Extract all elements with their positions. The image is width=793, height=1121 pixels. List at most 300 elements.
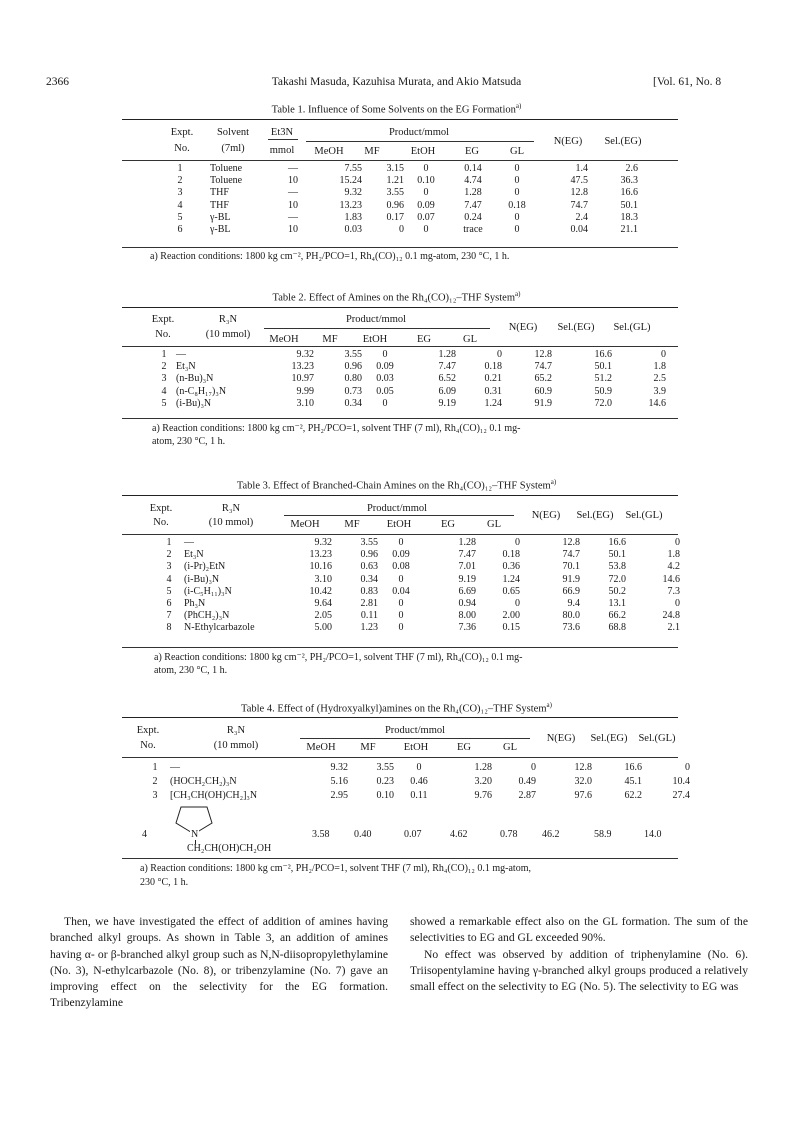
table2-cell-no: 5: [161, 397, 167, 409]
table1-caption: [0, 102, 793, 116]
table3-cell-mf: 3.55: [360, 537, 378, 548]
table1-et3n-rule: [268, 139, 298, 140]
table2-cell-mf: 0.80: [344, 373, 362, 385]
table1-cell-meoh: 1.83: [344, 211, 362, 223]
table1-cell-neg: 47.5: [570, 175, 588, 187]
table2-cell-mf: 3.55: [344, 349, 362, 360]
table3-cell-seleg: 13.1: [608, 598, 626, 610]
table4-caption: [0, 701, 793, 715]
table4-row4-value: 58.9: [594, 829, 612, 840]
table4-cell-selgl: 0: [685, 762, 690, 773]
running-header-authors: Takashi Masuda, Kazuhisa Murata, and Akio Matsuda: [271, 76, 522, 88]
table1-header-rule: [122, 160, 678, 161]
table3-cell-mf: 0.63: [360, 561, 378, 573]
table2-cell-r3n: (i-Bu)₃N: [176, 397, 212, 409]
table3-row: [154, 598, 680, 610]
table3-cell-no: 8: [166, 622, 172, 634]
table1-cell-neg: 74.7: [570, 199, 588, 211]
table2-caption: [0, 290, 793, 304]
table1-body: [150, 163, 638, 236]
table3-footnote-2: atom, 230 °C, 1 h.: [154, 665, 228, 676]
table3-cell-gl: 0.65: [502, 585, 520, 597]
table3-h-neg: N(EG): [531, 510, 561, 521]
table1-cell-meoh: 7.55: [344, 163, 362, 174]
table2-row: [152, 361, 666, 373]
table2-row: [152, 349, 666, 361]
table1-h-product: Product/mmol: [388, 127, 450, 138]
table3-cell-mf: 1.23: [360, 622, 378, 634]
table3-row: [154, 586, 680, 598]
table3-cell-no: 2: [166, 549, 172, 561]
table1-cell-neg: 2.4: [575, 211, 588, 223]
table1-cell-et3n: 10: [288, 175, 298, 187]
table3-cell-no: 3: [166, 561, 172, 573]
table3-cell-neg: 73.6: [562, 622, 580, 634]
table2-h-neg: N(EG): [508, 322, 538, 333]
table1-cell-etoh: 0.09: [417, 199, 435, 211]
table1-cell-etoh: 0: [423, 187, 429, 199]
table1-cell-solvent: Toluene: [210, 163, 243, 174]
table4-top-rule: [122, 717, 678, 718]
table4-cell-neg: 32.0: [574, 776, 592, 787]
table1-h-expt: Expt.: [170, 127, 194, 138]
table4-cell-seleg: 45.1: [624, 776, 642, 787]
table1-row: [150, 212, 638, 224]
table1-h-gl: GL: [510, 146, 524, 157]
table2-row: [152, 398, 666, 410]
table2-cell-seleg: 50.9: [594, 385, 612, 397]
table2-cell-meoh: 10.97: [291, 373, 314, 385]
table1-h-mf: MF: [364, 146, 380, 157]
table3-cell-neg: 74.7: [562, 549, 580, 561]
table2-cell-selgl: 3.9: [653, 385, 666, 397]
table2-h-r3n-unit: (10 mmol): [205, 329, 251, 340]
table4-h-meoh: MeOH: [306, 742, 336, 753]
table3-cell-etoh: 0.08: [392, 561, 410, 573]
table2-cell-mf: 0.96: [344, 361, 362, 373]
table1-row: [150, 224, 638, 236]
table4-h-r3n: R₃N: [226, 725, 246, 736]
table4-cell-r3n: —: [170, 762, 180, 773]
table1-cell-no: 5: [177, 211, 183, 223]
table2-h-eg: EG: [417, 334, 431, 345]
table1-cell-eg: 4.74: [464, 175, 482, 187]
table3-h-r3n-unit: (10 mmol): [208, 517, 254, 528]
table3-cell-neg: 9.4: [567, 598, 580, 610]
table1-row: [150, 163, 638, 175]
table3-cell-mf: 0.96: [360, 549, 378, 561]
table3-row: [154, 622, 680, 634]
table3-cell-seleg: 50.2: [608, 585, 626, 597]
table1-caption-text: Table 1. Influence of Some Solvents on the EG Formation: [271, 104, 516, 116]
table2-cell-eg: 9.19: [438, 397, 456, 409]
table3-h-expt: Expt.: [149, 503, 173, 514]
table2-cell-meoh: 9.32: [296, 349, 314, 360]
table2-cell-selgl: 14.6: [648, 397, 666, 409]
table3-cell-meoh: 5.00: [314, 622, 332, 634]
table2-row: [152, 386, 666, 398]
table1-footnote: a) Reaction conditions: 1800 kg cm⁻², PH₂/PCO=1, Rh₄(CO)₁₂ 0.1 mg-atom, 230 °C, 1 h.: [150, 251, 510, 262]
table4-caption-note: a): [546, 701, 552, 709]
table3-product-rule: [284, 515, 514, 516]
table1-h-seleg: Sel.(EG): [604, 136, 642, 147]
table1-cell-seleg: 18.3: [620, 211, 638, 223]
table3-cell-no: 6: [166, 598, 172, 610]
table1-cell-mf: 3.55: [386, 187, 404, 199]
table4-cell-no: 3: [152, 790, 158, 801]
table3-caption: [0, 478, 793, 492]
table1-product-rule: [306, 141, 534, 142]
table3-cell-seleg: 53.8: [608, 561, 626, 573]
table4-h-eg: EG: [457, 742, 471, 753]
table2-cell-r3n: (n-C₈H₁₇)₃N: [176, 385, 227, 397]
table4-cell-selgl: 27.4: [672, 790, 690, 801]
table2-header-rule: [122, 346, 678, 347]
table3-cell-seleg: 72.0: [608, 573, 626, 585]
table1-cell-mf: 1.21: [386, 175, 404, 187]
table2-cell-meoh: 3.10: [296, 397, 314, 409]
table2-h-etoh: EtOH: [362, 334, 388, 345]
table2-h-mf: MF: [322, 334, 338, 345]
table3-cell-selgl: 7.3: [667, 585, 680, 597]
table1-cell-etoh: 0: [423, 224, 429, 236]
table3-row: [154, 549, 680, 561]
table2-cell-mf: 0.73: [344, 385, 362, 397]
table4-h-etoh: EtOH: [403, 742, 429, 753]
table1-h-etoh: EtOH: [410, 146, 436, 157]
table4-h-r3n-unit: (10 mmol): [213, 740, 259, 751]
body-left-paragraph: Then, we have investigated the effect of addition of amines having branched alkyl groups. As shown in Table 3, an addition of amines having α- or β-branched alkyl group such as N,N-diisopropylethylamine (No. 3), N-ethylcarbazole (No. 8), or tribenzylamine (No. 7) gave an improving effect on the selectivity for the EG formation. Tribenzylamine: [50, 915, 388, 1010]
table3-cell-etoh: 0.04: [392, 585, 410, 597]
table3-cell-seleg: 16.6: [608, 537, 626, 548]
table2-cell-seleg: 51.2: [594, 373, 612, 385]
table1-cell-et3n: 10: [288, 224, 298, 236]
table3-row: [154, 610, 680, 622]
table3-cell-selgl: 0: [675, 598, 680, 610]
table3-caption-note: a): [550, 478, 557, 486]
table2-h-meoh: MeOH: [269, 334, 299, 345]
table3-cell-eg: 1.28: [458, 537, 476, 548]
table3-cell-r3n: (i-Pr)₂EtN: [184, 561, 226, 573]
table1-h-eg: EG: [465, 146, 479, 157]
table1-cell-seleg: 36.3: [620, 175, 638, 187]
table1-cell-etoh: 0: [423, 163, 429, 174]
table3-footnote-1: a) Reaction conditions: 1800 kg cm⁻², PH₂/PCO=1, solvent THF (7 ml), Rh₄(CO)₁₂ 0.1 mg-: [154, 652, 523, 663]
table4-h-gl: GL: [503, 742, 517, 753]
table4-row: [140, 789, 690, 803]
table1-cell-seleg: 50.1: [620, 199, 638, 211]
table3-cell-selgl: 4.2: [667, 561, 680, 573]
table4-row4-value: 0.78: [500, 829, 518, 840]
table2-h-r3n: R₃N: [218, 314, 238, 325]
table4-row4-no: 4: [142, 829, 147, 840]
table4-cell-eg: 9.76: [474, 790, 492, 801]
table2-cell-meoh: 9.99: [296, 385, 314, 397]
table2-cell-mf: 0.34: [344, 397, 362, 409]
table4-h-product: Product/mmol: [384, 725, 446, 736]
table2-cell-r3n: (n-Bu)₃N: [176, 373, 214, 385]
table2-cell-no: 2: [161, 361, 167, 373]
table3-cell-gl: 1.24: [502, 573, 520, 585]
table1-cell-et3n: —: [288, 187, 298, 199]
table1-cell-eg: trace: [463, 224, 483, 236]
table3-cell-mf: 0.11: [360, 610, 378, 622]
table4-cell-no: 2: [152, 776, 158, 787]
table3-cell-r3n: Et₃N: [184, 549, 204, 561]
table4-row4-value: 0.07: [404, 829, 422, 840]
table4-footnote-1: a) Reaction conditions: 1800 kg cm⁻², PH₂/PCO=1, solvent THF (7 ml), Rh₄(CO)₁₂ 0.1 mg-atom,: [140, 863, 531, 874]
table2-footnote-1: a) Reaction conditions: 1800 kg cm⁻², PH₂/PCO=1, solvent THF (7 ml), Rh₄(CO)₁₂ 0.1 mg-: [152, 423, 521, 434]
table2-cell-eg: 1.28: [438, 349, 456, 360]
table1-cell-seleg: 2.6: [625, 163, 638, 174]
table3-cell-gl: 2.00: [502, 610, 520, 622]
table2-h-no: No.: [155, 329, 171, 340]
table3-cell-no: 1: [166, 537, 172, 548]
body-right-column: [410, 914, 748, 995]
table3-cell-mf: 0.34: [360, 573, 378, 585]
table4-caption-text: Table 4. Effect of (Hydroxyalkyl)amines on the Rh₄(CO)₁₂–THF System: [241, 703, 547, 715]
table4-cell-mf: 0.23: [376, 776, 394, 787]
table3-cell-etoh: 0.09: [392, 549, 410, 561]
table4-footnote-2: 230 °C, 1 h.: [140, 877, 189, 888]
body-left-column: [50, 914, 388, 1012]
table1-row: [150, 187, 638, 199]
table3-h-etoh: EtOH: [386, 519, 412, 530]
table2-cell-no: 4: [161, 385, 167, 397]
table1-cell-eg: 0.14: [464, 163, 482, 174]
table4-body: [140, 761, 690, 803]
table2-cell-gl: 0: [497, 349, 502, 360]
table1-cell-solvent: γ-BL: [210, 224, 231, 236]
table1-cell-gl: 0.18: [508, 199, 526, 211]
table4-cell-mf: 3.55: [376, 762, 394, 773]
table4-header-rule: [122, 757, 678, 758]
table2-h-expt: Expt.: [151, 314, 175, 325]
table1-cell-etoh: 0.07: [417, 211, 435, 223]
table3-h-product: Product/mmol: [366, 503, 428, 514]
table3-body: [154, 537, 680, 635]
table2-h-seleg: Sel.(EG): [557, 322, 595, 333]
table2-cell-etoh: 0: [382, 349, 388, 360]
table4-h-expt: Expt.: [136, 725, 160, 736]
table4-cell-gl: 0: [531, 762, 536, 773]
table3-cell-r3n: N-Ethylcarbazole: [184, 622, 255, 634]
table2-body: [152, 349, 666, 410]
table3-cell-etoh: 0: [398, 622, 404, 634]
table1-row: [150, 200, 638, 212]
table3-cell-meoh: 10.16: [309, 561, 332, 573]
table3-cell-eg: 7.36: [458, 622, 476, 634]
table3-cell-meoh: 9.32: [314, 537, 332, 548]
table1-cell-no: 4: [177, 199, 183, 211]
table4-row4-value: 46.2: [542, 829, 560, 840]
table2-cell-selgl: 0: [661, 349, 666, 360]
table2-cell-gl: 0.21: [484, 373, 502, 385]
table1-cell-et3n: —: [288, 211, 298, 223]
table1-bottom-rule: [122, 247, 678, 248]
table1-cell-eg: 7.47: [464, 199, 482, 211]
table2-h-selgl: Sel.(GL): [613, 322, 651, 333]
table1-cell-no: 2: [177, 175, 183, 187]
table1-cell-solvent: γ-BL: [210, 211, 231, 223]
table1-cell-mf: 0: [399, 224, 404, 236]
table2-cell-selgl: 2.5: [653, 373, 666, 385]
table4-cell-etoh: 0.11: [410, 790, 428, 801]
table1-h-solvent: Solvent: [216, 127, 250, 138]
table2-cell-gl: 0.18: [484, 361, 502, 373]
table4-cell-neg: 97.6: [574, 790, 592, 801]
table1-cell-mf: 0.96: [386, 199, 404, 211]
table2-cell-r3n: —: [176, 349, 186, 360]
table3-cell-neg: 12.8: [562, 537, 580, 548]
table1-cell-solvent: THF: [210, 199, 229, 211]
table4-cell-selgl: 10.4: [672, 776, 690, 787]
table1-cell-no: 6: [177, 224, 183, 236]
page-number: 2366: [46, 76, 69, 88]
body-right-paragraph-1: showed a remarkable effect also on the GL formation. The sum of the selectivities to EG and GL exceeded 90%.: [410, 915, 748, 945]
table1-h-neg: N(EG): [553, 136, 583, 147]
table2-bottom-rule: [122, 418, 678, 419]
table2-cell-gl: 0.31: [484, 385, 502, 397]
table1-cell-no: 1: [177, 163, 183, 174]
table4-cell-eg: 3.20: [474, 776, 492, 787]
table3-h-r3n: R₃N: [221, 503, 241, 514]
table3-cell-selgl: 24.8: [662, 610, 680, 622]
table3-header-rule: [122, 534, 678, 535]
table3-h-no: No.: [153, 517, 169, 528]
table1-cell-et3n: 10: [288, 199, 298, 211]
table4-bottom-rule: [122, 858, 678, 859]
table3-cell-etoh: 0: [398, 598, 404, 610]
table2-cell-etoh: 0.03: [376, 373, 394, 385]
table3-cell-gl: 0.18: [502, 549, 520, 561]
table3-h-seleg: Sel.(EG): [576, 510, 614, 521]
table2-caption-text: Table 2. Effect of Amines on the Rh₄(CO)₁₂–THF System: [272, 292, 516, 304]
table3-cell-meoh: 3.10: [314, 573, 332, 585]
table3-cell-r3n: (i-C₅H₁₁)₃N: [184, 585, 232, 597]
table1-h-solvent-unit: (7ml): [221, 143, 245, 154]
table3-row: [154, 561, 680, 573]
table2-cell-meoh: 13.23: [291, 361, 314, 373]
table4-row4-value: 3.58: [312, 829, 330, 840]
table2-cell-no: 3: [161, 373, 167, 385]
table2-caption-note: a): [515, 290, 521, 298]
table3-cell-neg: 80.0: [562, 610, 580, 622]
table4-cell-r3n: (HOCH₂CH₂)₃N: [170, 776, 237, 787]
table1-cell-mf: 0.17: [386, 211, 404, 223]
table3-row: [154, 537, 680, 549]
table4-row4-value: 4.62: [450, 829, 468, 840]
table4-row4-substituent: CH₂CH(OH)CH₂OH: [187, 843, 272, 854]
table3-cell-selgl: 14.6: [662, 573, 680, 585]
table3-cell-eg: 9.19: [458, 573, 476, 585]
table4-row: [140, 775, 690, 789]
table1-caption-note: a): [515, 102, 522, 110]
table2-h-product: Product/mmol: [345, 314, 407, 325]
table2-cell-neg: 65.2: [534, 373, 552, 385]
table3-cell-selgl: 1.8: [667, 549, 680, 561]
table4-h-neg: N(EG): [546, 733, 576, 744]
table2-cell-selgl: 1.8: [653, 361, 666, 373]
table3-cell-r3n: Ph₃N: [184, 598, 206, 610]
table3-cell-gl: 0: [515, 537, 520, 548]
table3-cell-r3n: (PhCH₂)₃N: [184, 610, 230, 622]
table1-row: [150, 175, 638, 187]
table4-h-mf: MF: [360, 742, 376, 753]
table4-cell-meoh: 5.16: [330, 776, 348, 787]
table2-cell-neg: 60.9: [534, 385, 552, 397]
table4-cell-meoh: 9.32: [330, 762, 348, 773]
table2-top-rule: [122, 307, 678, 308]
table4-cell-no: 1: [152, 762, 158, 773]
table3-bottom-rule: [122, 647, 678, 648]
table4-cell-neg: 12.8: [574, 762, 592, 773]
table3-h-selgl: Sel.(GL): [625, 510, 663, 521]
table3-h-eg: EG: [441, 519, 455, 530]
table4-cell-etoh: 0: [416, 762, 422, 773]
table1-cell-gl: 0: [514, 187, 520, 199]
table2-cell-etoh: 0.05: [376, 385, 394, 397]
body-right-paragraph-2: No effect was observed by addition of triphenylamine (No. 6). Triisopentylamine having γ-branched alkyl groups produced a relatively small effect on the selectivity to EG (No. 5). The selectivity to EG was: [410, 947, 748, 994]
table2-cell-seleg: 72.0: [594, 397, 612, 409]
table3-h-meoh: MeOH: [290, 519, 320, 530]
table3-cell-mf: 2.81: [360, 598, 378, 610]
table1-h-mmol: mmol: [269, 145, 295, 156]
table3-cell-gl: 0.36: [502, 561, 520, 573]
table4-h-seleg: Sel.(EG): [590, 733, 628, 744]
table3-cell-seleg: 50.1: [608, 549, 626, 561]
table3-h-gl: GL: [487, 519, 501, 530]
table3-cell-r3n: —: [184, 537, 194, 548]
table3-cell-gl: 0: [515, 598, 520, 610]
table1-h-no: No.: [174, 143, 190, 154]
table2-cell-neg: 74.7: [534, 361, 552, 373]
table4-cell-gl: 0.49: [518, 776, 536, 787]
table3-cell-selgl: 0: [675, 537, 680, 548]
table1-cell-seleg: 16.6: [620, 187, 638, 199]
table3-cell-meoh: 13.23: [309, 549, 332, 561]
table4-row4-value: 14.0: [644, 829, 662, 840]
table3-cell-neg: 70.1: [562, 561, 580, 573]
table3-cell-eg: 7.01: [458, 561, 476, 573]
table2-row: [152, 373, 666, 385]
table4-row: [140, 761, 690, 775]
table4-cell-r3n: [CH₃CH(OH)CH₂]₃N: [170, 790, 258, 801]
running-header-volume: [Vol. 61, No. 8: [653, 76, 722, 88]
table4-row4-value: 0.40: [354, 829, 372, 840]
table4-cell-gl: 2.87: [518, 790, 536, 801]
table2-cell-etoh: 0: [382, 397, 388, 409]
table1-cell-neg: 0.04: [570, 224, 588, 236]
table2-cell-etoh: 0.09: [376, 361, 394, 373]
table3-cell-gl: 0.15: [502, 622, 520, 634]
table2-h-gl: GL: [463, 334, 477, 345]
table1-cell-solvent: THF: [210, 187, 229, 199]
table2-cell-neg: 91.9: [534, 397, 552, 409]
table3-caption-text: Table 3. Effect of Branched-Chain Amines on the Rh₄(CO)₁₂–THF System: [236, 480, 551, 492]
table2-product-rule: [264, 328, 490, 329]
table2-cell-gl: 1.24: [484, 397, 502, 409]
table2-cell-eg: 7.47: [438, 361, 456, 373]
table1-cell-eg: 1.28: [464, 187, 482, 199]
table4-row4-ring-atom: N: [191, 829, 199, 840]
table4-h-selgl: Sel.(GL): [638, 733, 676, 744]
table1-cell-gl: 0: [514, 175, 520, 187]
table1-cell-mf: 3.15: [386, 163, 404, 174]
table2-cell-eg: 6.52: [438, 373, 456, 385]
table3-cell-meoh: 9.64: [314, 598, 332, 610]
table3-cell-mf: 0.83: [360, 585, 378, 597]
